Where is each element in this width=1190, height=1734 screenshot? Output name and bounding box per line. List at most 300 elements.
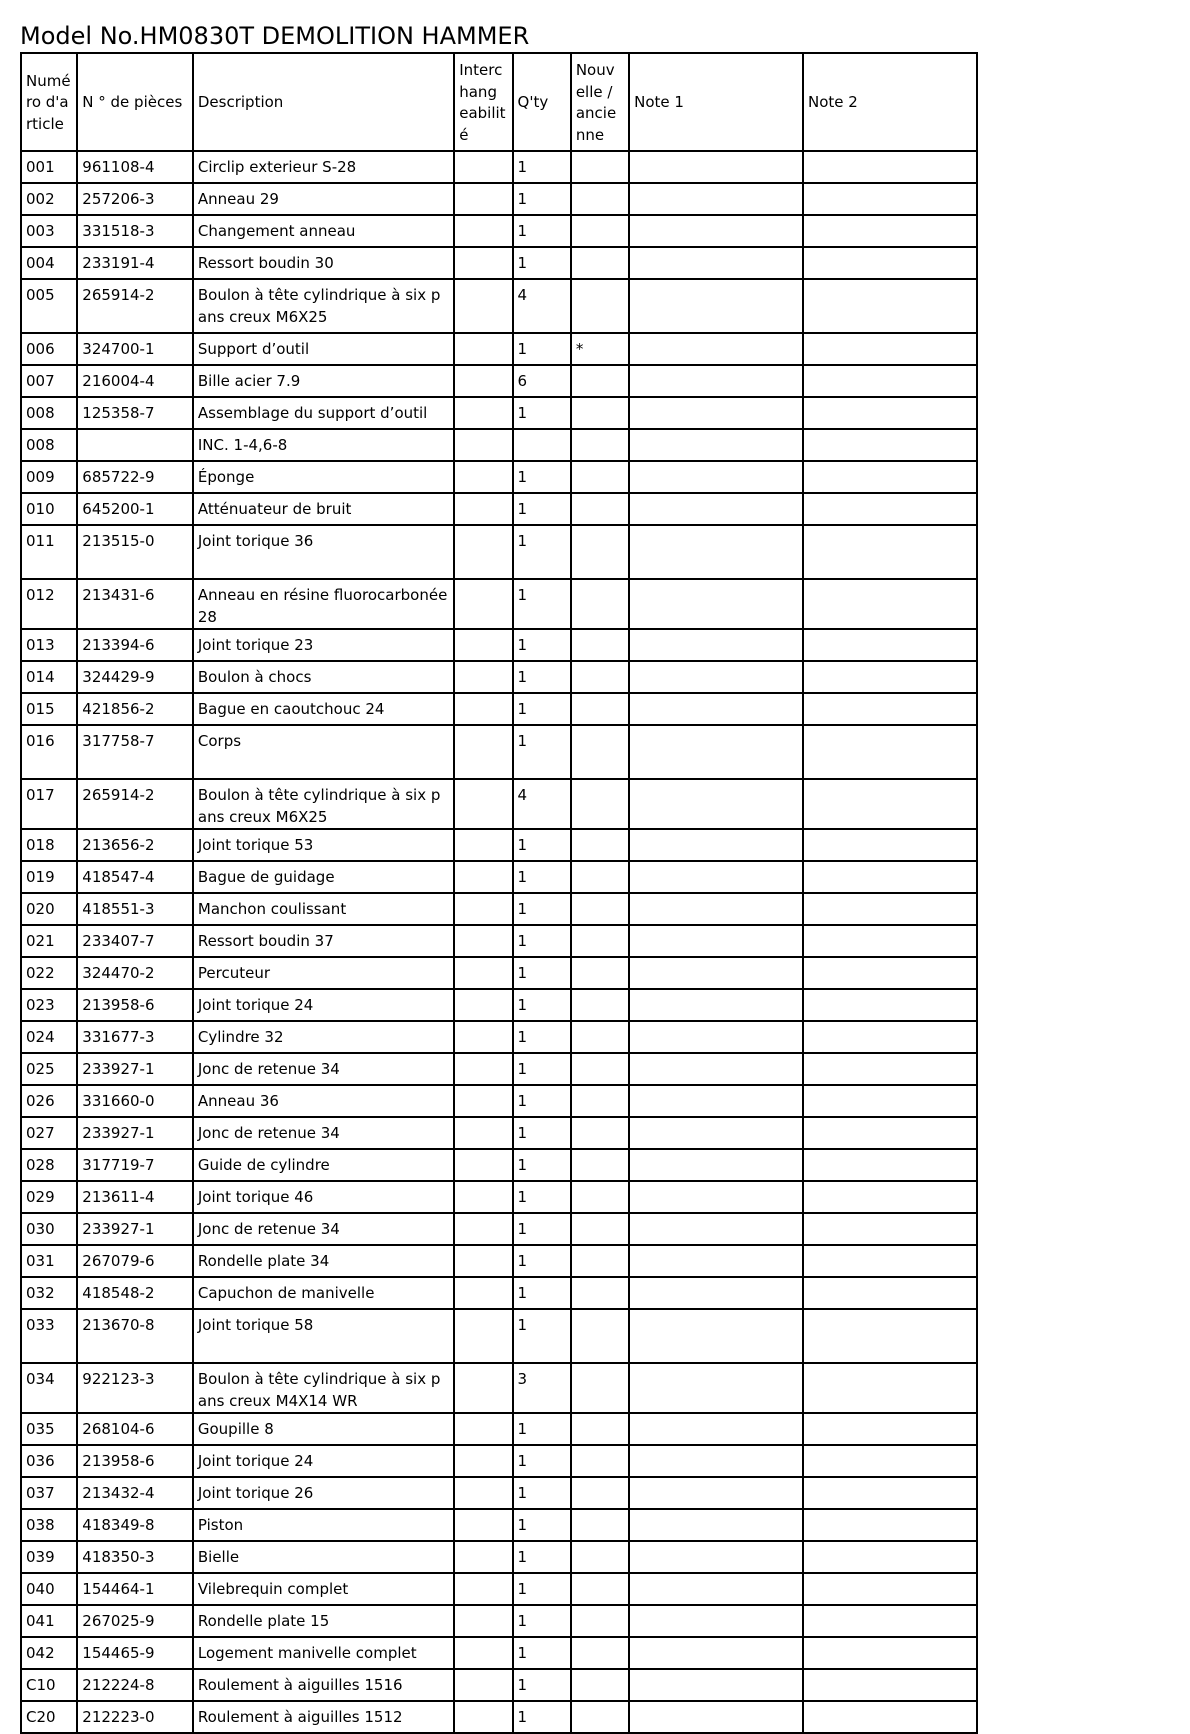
item-number-cell: 031: [21, 1245, 77, 1277]
interchangeability-cell: [454, 957, 512, 989]
table-row: [21, 525, 977, 579]
quantity-cell: 1: [513, 151, 571, 183]
interchangeability-cell: [454, 215, 512, 247]
new-old-cell: [571, 397, 629, 429]
description-cell: Roulement à aiguilles 1512: [193, 1701, 454, 1733]
header-interchangeability: Interc hang eabilit é: [454, 53, 512, 151]
quantity-cell: 1: [513, 493, 571, 525]
item-number-cell: 037: [21, 1477, 77, 1509]
part-number-cell: 645200-1: [77, 493, 193, 525]
part-number-cell: 418349-8: [77, 1509, 193, 1541]
interchangeability-cell: [454, 247, 512, 279]
new-old-cell: [571, 1573, 629, 1605]
part-number-cell: 233191-4: [77, 247, 193, 279]
quantity-cell: 4: [513, 279, 571, 333]
quantity-cell: 1: [513, 893, 571, 925]
new-old-cell: [571, 525, 629, 579]
item-number-cell: 026: [21, 1085, 77, 1117]
part-number-cell: 213432-4: [77, 1477, 193, 1509]
item-number-cell: 028: [21, 1149, 77, 1181]
new-old-cell: [571, 1363, 629, 1413]
table-row: [21, 493, 977, 525]
table-row: [21, 1637, 977, 1669]
note-2-cell: [803, 279, 977, 333]
interchangeability-cell: [454, 1363, 512, 1413]
table-row: [21, 183, 977, 215]
note-2-cell: [803, 493, 977, 525]
description-cell: Boulon à tête cylindrique à six pans creux M4X14 WR: [193, 1363, 454, 1413]
part-number-cell: 213656-2: [77, 829, 193, 861]
item-number-cell: 036: [21, 1445, 77, 1477]
description-cell: Boulon à tête cylindrique à six pans creux M6X25: [193, 779, 454, 829]
note-1-cell: [629, 1669, 803, 1701]
part-number-cell: 961108-4: [77, 151, 193, 183]
description-cell: Jonc de retenue 34: [193, 1053, 454, 1085]
note-2-cell: [803, 893, 977, 925]
item-number-cell: 033: [21, 1309, 77, 1363]
note-2-cell: [803, 1149, 977, 1181]
part-number-cell: 685722-9: [77, 461, 193, 493]
new-old-cell: [571, 1477, 629, 1509]
item-number-cell: 009: [21, 461, 77, 493]
part-number-cell: 154465-9: [77, 1637, 193, 1669]
interchangeability-cell: [454, 1181, 512, 1213]
new-old-cell: [571, 183, 629, 215]
note-1-cell: [629, 957, 803, 989]
description-cell: Joint torique 36: [193, 525, 454, 579]
table-header-row: [21, 53, 977, 151]
quantity-cell: 1: [513, 957, 571, 989]
new-old-cell: [571, 1149, 629, 1181]
table-row: [21, 1245, 977, 1277]
part-number-cell: 331518-3: [77, 215, 193, 247]
new-old-cell: [571, 1309, 629, 1363]
new-old-cell: [571, 429, 629, 461]
header-qty: Q'ty: [513, 53, 571, 151]
quantity-cell: 4: [513, 779, 571, 829]
interchangeability-cell: [454, 1701, 512, 1733]
note-1-cell: [629, 429, 803, 461]
table-row: [21, 1413, 977, 1445]
interchangeability-cell: [454, 1477, 512, 1509]
quantity-cell: 1: [513, 1277, 571, 1309]
description-cell: Rondelle plate 15: [193, 1605, 454, 1637]
quantity-cell: 1: [513, 925, 571, 957]
note-1-cell: [629, 1477, 803, 1509]
description-cell: Atténuateur de bruit: [193, 493, 454, 525]
note-1-cell: [629, 461, 803, 493]
new-old-cell: [571, 629, 629, 661]
description-cell: Rondelle plate 34: [193, 1245, 454, 1277]
item-number-cell: 004: [21, 247, 77, 279]
part-number-cell: 324470-2: [77, 957, 193, 989]
note-2-cell: [803, 151, 977, 183]
new-old-cell: [571, 779, 629, 829]
part-number-cell: 213431-6: [77, 579, 193, 629]
item-number-cell: 005: [21, 279, 77, 333]
interchangeability-cell: [454, 1413, 512, 1445]
note-2-cell: [803, 397, 977, 429]
note-1-cell: [629, 279, 803, 333]
quantity-cell: 1: [513, 1021, 571, 1053]
note-1-cell: [629, 215, 803, 247]
note-1-cell: [629, 693, 803, 725]
table-row: [21, 1053, 977, 1085]
part-number-cell: 421856-2: [77, 693, 193, 725]
part-number-cell: 213394-6: [77, 629, 193, 661]
description-cell: Cylindre 32: [193, 1021, 454, 1053]
note-1-cell: [629, 629, 803, 661]
note-1-cell: [629, 1637, 803, 1669]
interchangeability-cell: [454, 1509, 512, 1541]
table-row: [21, 779, 977, 829]
note-2-cell: [803, 1605, 977, 1637]
table-row: [21, 1445, 977, 1477]
note-2-cell: [803, 725, 977, 779]
quantity-cell: 1: [513, 989, 571, 1021]
table-row: [21, 151, 977, 183]
quantity-cell: 1: [513, 1509, 571, 1541]
table-row: [21, 1363, 977, 1413]
table-row: [21, 829, 977, 861]
note-1-cell: [629, 1363, 803, 1413]
item-number-cell: 017: [21, 779, 77, 829]
item-number-cell: 027: [21, 1117, 77, 1149]
description-cell: Manchon coulissant: [193, 893, 454, 925]
description-cell: Ressort boudin 30: [193, 247, 454, 279]
description-cell: Joint torique 24: [193, 1445, 454, 1477]
table-row: [21, 1309, 977, 1363]
item-number-cell: 013: [21, 629, 77, 661]
table-row: [21, 1181, 977, 1213]
description-cell: Joint torique 23: [193, 629, 454, 661]
note-2-cell: [803, 693, 977, 725]
interchangeability-cell: [454, 579, 512, 629]
note-1-cell: [629, 1021, 803, 1053]
note-1-cell: [629, 365, 803, 397]
note-2-cell: [803, 1021, 977, 1053]
note-1-cell: [629, 247, 803, 279]
quantity-cell: 1: [513, 1085, 571, 1117]
description-cell: Anneau en résine fluorocarbonée 28: [193, 579, 454, 629]
quantity-cell: 1: [513, 1669, 571, 1701]
table-row: [21, 365, 977, 397]
note-1-cell: [629, 1573, 803, 1605]
item-number-cell: 010: [21, 493, 77, 525]
new-old-cell: [571, 1021, 629, 1053]
part-number-cell: 125358-7: [77, 397, 193, 429]
note-2-cell: [803, 629, 977, 661]
new-old-cell: [571, 1053, 629, 1085]
note-1-cell: [629, 989, 803, 1021]
note-1-cell: [629, 333, 803, 365]
item-number-cell: 016: [21, 725, 77, 779]
item-number-cell: 023: [21, 989, 77, 1021]
description-cell: Éponge: [193, 461, 454, 493]
note-1-cell: [629, 1245, 803, 1277]
note-2-cell: [803, 365, 977, 397]
interchangeability-cell: [454, 1309, 512, 1363]
item-number-cell: 003: [21, 215, 77, 247]
part-number-cell: 324700-1: [77, 333, 193, 365]
table-row: [21, 429, 977, 461]
description-cell: Vilebrequin complet: [193, 1573, 454, 1605]
note-1-cell: [629, 1213, 803, 1245]
table-row: [21, 1669, 977, 1701]
interchangeability-cell: [454, 183, 512, 215]
note-1-cell: [629, 725, 803, 779]
note-2-cell: [803, 1669, 977, 1701]
interchangeability-cell: [454, 397, 512, 429]
interchangeability-cell: [454, 925, 512, 957]
new-old-cell: *: [571, 333, 629, 365]
note-1-cell: [629, 1053, 803, 1085]
interchangeability-cell: [454, 779, 512, 829]
note-1-cell: [629, 829, 803, 861]
table-row: [21, 893, 977, 925]
description-cell: INC. 1-4,6-8: [193, 429, 454, 461]
new-old-cell: [571, 829, 629, 861]
interchangeability-cell: [454, 525, 512, 579]
note-2-cell: [803, 1053, 977, 1085]
new-old-cell: [571, 693, 629, 725]
note-1-cell: [629, 1277, 803, 1309]
interchangeability-cell: [454, 333, 512, 365]
header-item-no: Numé ro d'a rticle: [21, 53, 77, 151]
note-1-cell: [629, 183, 803, 215]
note-2-cell: [803, 989, 977, 1021]
new-old-cell: [571, 1701, 629, 1733]
note-2-cell: [803, 1573, 977, 1605]
new-old-cell: [571, 1085, 629, 1117]
interchangeability-cell: [454, 279, 512, 333]
item-number-cell: C20: [21, 1701, 77, 1733]
item-number-cell: 020: [21, 893, 77, 925]
note-2-cell: [803, 1701, 977, 1733]
quantity-cell: 1: [513, 1445, 571, 1477]
interchangeability-cell: [454, 1669, 512, 1701]
quantity-cell: 1: [513, 247, 571, 279]
new-old-cell: [571, 1669, 629, 1701]
new-old-cell: [571, 1509, 629, 1541]
item-number-cell: C10: [21, 1669, 77, 1701]
new-old-cell: [571, 1117, 629, 1149]
table-row: [21, 1573, 977, 1605]
part-number-cell: 154464-1: [77, 1573, 193, 1605]
note-1-cell: [629, 397, 803, 429]
table-row: [21, 861, 977, 893]
item-number-cell: 019: [21, 861, 77, 893]
new-old-cell: [571, 725, 629, 779]
table-row: [21, 397, 977, 429]
quantity-cell: 1: [513, 1181, 571, 1213]
interchangeability-cell: [454, 1149, 512, 1181]
interchangeability-cell: [454, 1573, 512, 1605]
item-number-cell: 008: [21, 429, 77, 461]
table-row: [21, 957, 977, 989]
table-row: [21, 1149, 977, 1181]
header-description: Description: [193, 53, 454, 151]
interchangeability-cell: [454, 365, 512, 397]
interchangeability-cell: [454, 493, 512, 525]
header-note-1: Note 1: [629, 53, 803, 151]
interchangeability-cell: [454, 1605, 512, 1637]
item-number-cell: 012: [21, 579, 77, 629]
part-number-cell: 418547-4: [77, 861, 193, 893]
description-cell: Joint torique 26: [193, 1477, 454, 1509]
part-number-cell: 268104-6: [77, 1413, 193, 1445]
quantity-cell: 1: [513, 397, 571, 429]
item-number-cell: 014: [21, 661, 77, 693]
quantity-cell: 1: [513, 579, 571, 629]
note-2-cell: [803, 1085, 977, 1117]
part-number-cell: 922123-3: [77, 1363, 193, 1413]
description-cell: Bille acier 7.9: [193, 365, 454, 397]
description-cell: Ressort boudin 37: [193, 925, 454, 957]
item-number-cell: 040: [21, 1573, 77, 1605]
table-row: [21, 247, 977, 279]
new-old-cell: [571, 957, 629, 989]
interchangeability-cell: [454, 661, 512, 693]
interchangeability-cell: [454, 1085, 512, 1117]
description-cell: Support d’outil: [193, 333, 454, 365]
note-1-cell: [629, 1181, 803, 1213]
item-number-cell: 011: [21, 525, 77, 579]
part-number-cell: 418551-3: [77, 893, 193, 925]
note-1-cell: [629, 779, 803, 829]
part-number-cell: 213611-4: [77, 1181, 193, 1213]
note-1-cell: [629, 579, 803, 629]
item-number-cell: 038: [21, 1509, 77, 1541]
note-1-cell: [629, 493, 803, 525]
note-1-cell: [629, 1085, 803, 1117]
table-row: [21, 461, 977, 493]
interchangeability-cell: [454, 1445, 512, 1477]
interchangeability-cell: [454, 1637, 512, 1669]
quantity-cell: 1: [513, 661, 571, 693]
new-old-cell: [571, 1605, 629, 1637]
note-2-cell: [803, 183, 977, 215]
table-row: [21, 1509, 977, 1541]
table-row: [21, 1541, 977, 1573]
interchangeability-cell: [454, 1213, 512, 1245]
quantity-cell: 1: [513, 1605, 571, 1637]
item-number-cell: 008: [21, 397, 77, 429]
part-number-cell: 317758-7: [77, 725, 193, 779]
table-row: [21, 1085, 977, 1117]
quantity-cell: 1: [513, 861, 571, 893]
item-number-cell: 035: [21, 1413, 77, 1445]
description-cell: Percuteur: [193, 957, 454, 989]
part-number-cell: 213958-6: [77, 989, 193, 1021]
interchangeability-cell: [454, 725, 512, 779]
new-old-cell: [571, 365, 629, 397]
part-number-cell: 418350-3: [77, 1541, 193, 1573]
quantity-cell: 1: [513, 183, 571, 215]
note-2-cell: [803, 525, 977, 579]
note-1-cell: [629, 151, 803, 183]
part-number-cell: 233407-7: [77, 925, 193, 957]
part-number-cell: 233927-1: [77, 1213, 193, 1245]
quantity-cell: [513, 429, 571, 461]
part-number-cell: 257206-3: [77, 183, 193, 215]
description-cell: Logement manivelle complet: [193, 1637, 454, 1669]
part-number-cell: 212224-8: [77, 1669, 193, 1701]
table-row: [21, 1021, 977, 1053]
part-number-cell: 265914-2: [77, 279, 193, 333]
new-old-cell: [571, 1213, 629, 1245]
header-part-no: N ° de pièces: [77, 53, 193, 151]
new-old-cell: [571, 1541, 629, 1573]
quantity-cell: 1: [513, 333, 571, 365]
part-number-cell: 267025-9: [77, 1605, 193, 1637]
item-number-cell: 021: [21, 925, 77, 957]
description-cell: Joint torique 58: [193, 1309, 454, 1363]
new-old-cell: [571, 579, 629, 629]
description-cell: Bague en caoutchouc 24: [193, 693, 454, 725]
part-number-cell: 418548-2: [77, 1277, 193, 1309]
interchangeability-cell: [454, 893, 512, 925]
quantity-cell: 1: [513, 525, 571, 579]
quantity-cell: 1: [513, 1477, 571, 1509]
quantity-cell: 1: [513, 1541, 571, 1573]
new-old-cell: [571, 1245, 629, 1277]
interchangeability-cell: [454, 829, 512, 861]
part-number-cell: 213958-6: [77, 1445, 193, 1477]
part-number-cell: 331660-0: [77, 1085, 193, 1117]
quantity-cell: 1: [513, 1701, 571, 1733]
note-2-cell: [803, 1413, 977, 1445]
new-old-cell: [571, 989, 629, 1021]
new-old-cell: [571, 661, 629, 693]
new-old-cell: [571, 279, 629, 333]
quantity-cell: 1: [513, 693, 571, 725]
note-2-cell: [803, 461, 977, 493]
document-title: Model No.HM0830T DEMOLITION HAMMER: [20, 22, 530, 50]
item-number-cell: 018: [21, 829, 77, 861]
note-2-cell: [803, 1477, 977, 1509]
new-old-cell: [571, 461, 629, 493]
quantity-cell: 1: [513, 1637, 571, 1669]
new-old-cell: [571, 215, 629, 247]
note-2-cell: [803, 925, 977, 957]
note-2-cell: [803, 1445, 977, 1477]
description-cell: Jonc de retenue 34: [193, 1117, 454, 1149]
description-cell: Corps: [193, 725, 454, 779]
part-number-cell: 216004-4: [77, 365, 193, 397]
item-number-cell: 006: [21, 333, 77, 365]
part-number-cell: 233927-1: [77, 1053, 193, 1085]
parts-table: [20, 52, 978, 1734]
new-old-cell: [571, 861, 629, 893]
note-2-cell: [803, 247, 977, 279]
quantity-cell: 1: [513, 725, 571, 779]
table-row: [21, 725, 977, 779]
quantity-cell: 1: [513, 1213, 571, 1245]
quantity-cell: 1: [513, 1413, 571, 1445]
note-2-cell: [803, 1541, 977, 1573]
quantity-cell: 1: [513, 1149, 571, 1181]
item-number-cell: 015: [21, 693, 77, 725]
new-old-cell: [571, 1413, 629, 1445]
note-2-cell: [803, 1213, 977, 1245]
description-cell: Anneau 29: [193, 183, 454, 215]
note-1-cell: [629, 525, 803, 579]
part-number-cell: [77, 429, 193, 461]
item-number-cell: 022: [21, 957, 77, 989]
description-cell: Jonc de retenue 34: [193, 1213, 454, 1245]
note-2-cell: [803, 1245, 977, 1277]
